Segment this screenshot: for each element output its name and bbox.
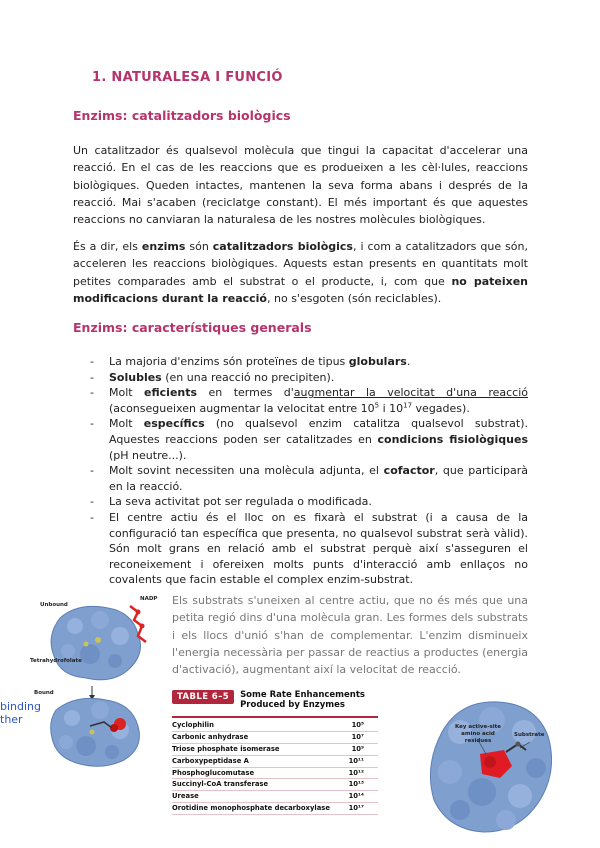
label-unbound: Unbound: [40, 602, 68, 608]
protein-active-site-illustration: [420, 692, 560, 842]
rate-enhancement-table: [172, 690, 378, 815]
table-row: [172, 768, 378, 780]
label-active-site: Key active-site amino acid residues: [455, 724, 501, 744]
table-body: [172, 720, 378, 815]
label-thf: Tetrahydrofolate: [30, 658, 82, 664]
list-item: - La seva activitat pot ser regulada o modificada.: [90, 494, 528, 510]
table-row: [172, 720, 378, 732]
table-row: [172, 732, 378, 744]
table-title: Some Rate Enhancements Produced by Enzymes: [240, 690, 365, 710]
table-cell-rate: 10¹¹: [348, 756, 364, 765]
table-cell-enzyme: Succinyl-CoA transferase: [172, 780, 269, 789]
table-cell-enzyme: Urease: [172, 792, 199, 801]
table-row: [172, 803, 378, 815]
table-cell-rate: 10¹⁷: [348, 804, 364, 813]
table-tag: TABLE 6–5: [172, 690, 234, 704]
list-item: - Molt específics (no qualsevol enzim catalitza qualsevol substrat). Aquestes reaccions poden ser catalitzades en condicions fisiològiques (pH neutre...).: [90, 416, 528, 463]
list-item: - Molt eficients en termes d'augmentar la velocitat d'una reacció (aconsegueixen augmentar la velocitat entre $10^5$ i $10^{17}$ vegades).: [90, 385, 528, 416]
table-cell-enzyme: Cyclophilin: [172, 721, 214, 729]
section-heading: 1. NATURALESA I FUNCIÓ: [92, 70, 283, 85]
table-cell-rate: 10⁹: [351, 744, 364, 753]
table-row: [172, 756, 378, 768]
table-cell-enzyme: Phosphoglucomutase: [172, 768, 255, 777]
list-item: - Solubles (en una reacció no precipiten).: [90, 370, 528, 386]
table-row: [172, 779, 378, 791]
label-substrate: Substrate: [514, 732, 545, 738]
table-cell-rate: 10¹²: [348, 768, 364, 777]
characteristics-list: [90, 354, 528, 588]
label-bound: Bound: [34, 690, 54, 696]
list-item: - El centre actiu és el lloc on es fixarà el substrat (i a causa de la configuració tan específica que presenta, no qualsevol substrat serà vàlid). Són molt grans en relació amb el substrat perquè així s'asseguren el reconeixement i ofereixen molts punts d'interacció amb enllaços no covalents que facin estable el complex enzim-substrat.: [90, 510, 528, 588]
cropped-text-fragment: binding ther: [0, 700, 42, 726]
table-row: [172, 791, 378, 803]
list-item: - Molt sovint necessiten una molècula adjunta, el cofactor, que participarà en la reacció.: [90, 463, 528, 494]
table-cell-enzyme: Orotidine monophosphate decarboxylase: [172, 804, 330, 813]
table-cell-enzyme: Carboxypeptidase A: [172, 756, 249, 765]
protein-illustration: [20, 596, 170, 771]
list-item: - La majoria d'enzims són proteïnes de tipus globulars.: [90, 354, 528, 370]
active-site-figure: [420, 692, 560, 842]
table-cell-rate: 10⁷: [351, 732, 364, 741]
table-cell-rate: 10¹⁴: [348, 792, 364, 801]
paragraph-catalyst-definition: Un catalitzador és qualsevol molècula que tingui la capacitat d'accelerar una reacció. En el cas de les reaccions que es produeixen a les cèl·lules, reaccions biològiques. Queden intactes, mantenen la seva forma abans i després de la reacció. Mai s'acaben (reciclatge constant). El més important és que aquestes reaccions no canviaran la naturalesa de les nostres molècules biològiques.: [73, 144, 528, 227]
table-cell-rate: 10¹³: [348, 780, 364, 789]
label-nadp: NADP: [140, 596, 158, 602]
table-row: [172, 744, 378, 756]
paragraph-enzymes: És a dir, els enzims són catalitzadors biològics, i com a catalitzadors que són, acceleren les reaccions biològiques. Aquests estan presents en quantitats molt petites comparades amb el substrat o el producte, i, com que no pateixen modificacions durant la reacció, no s'esgoten (són reciclables).: [73, 240, 528, 305]
paragraph-active-site: Els substrats s'uneixen al centre actiu, que no és més que una petita regió dins d'una molècula gran. Les formes dels substrats i els llocs d'unió s'han de complementar. L'enzim disminueix l'energia necessària per passar de reactius a productes (energia d'activació), augmentant així la velocitat de reacció.: [172, 594, 528, 677]
table-cell-rate: 10⁵: [351, 721, 364, 729]
subsection-title-catalysts: Enzims: catalitzadors biològics: [73, 108, 291, 123]
table-rule: [172, 716, 378, 718]
enzyme-binding-figure: [0, 596, 170, 771]
table-cell-enzyme: Carbonic anhydrase: [172, 732, 249, 741]
subsection-title-characteristics: Enzims: característiques generals: [73, 320, 312, 335]
table-cell-enzyme: Triose phosphate isomerase: [172, 744, 280, 753]
